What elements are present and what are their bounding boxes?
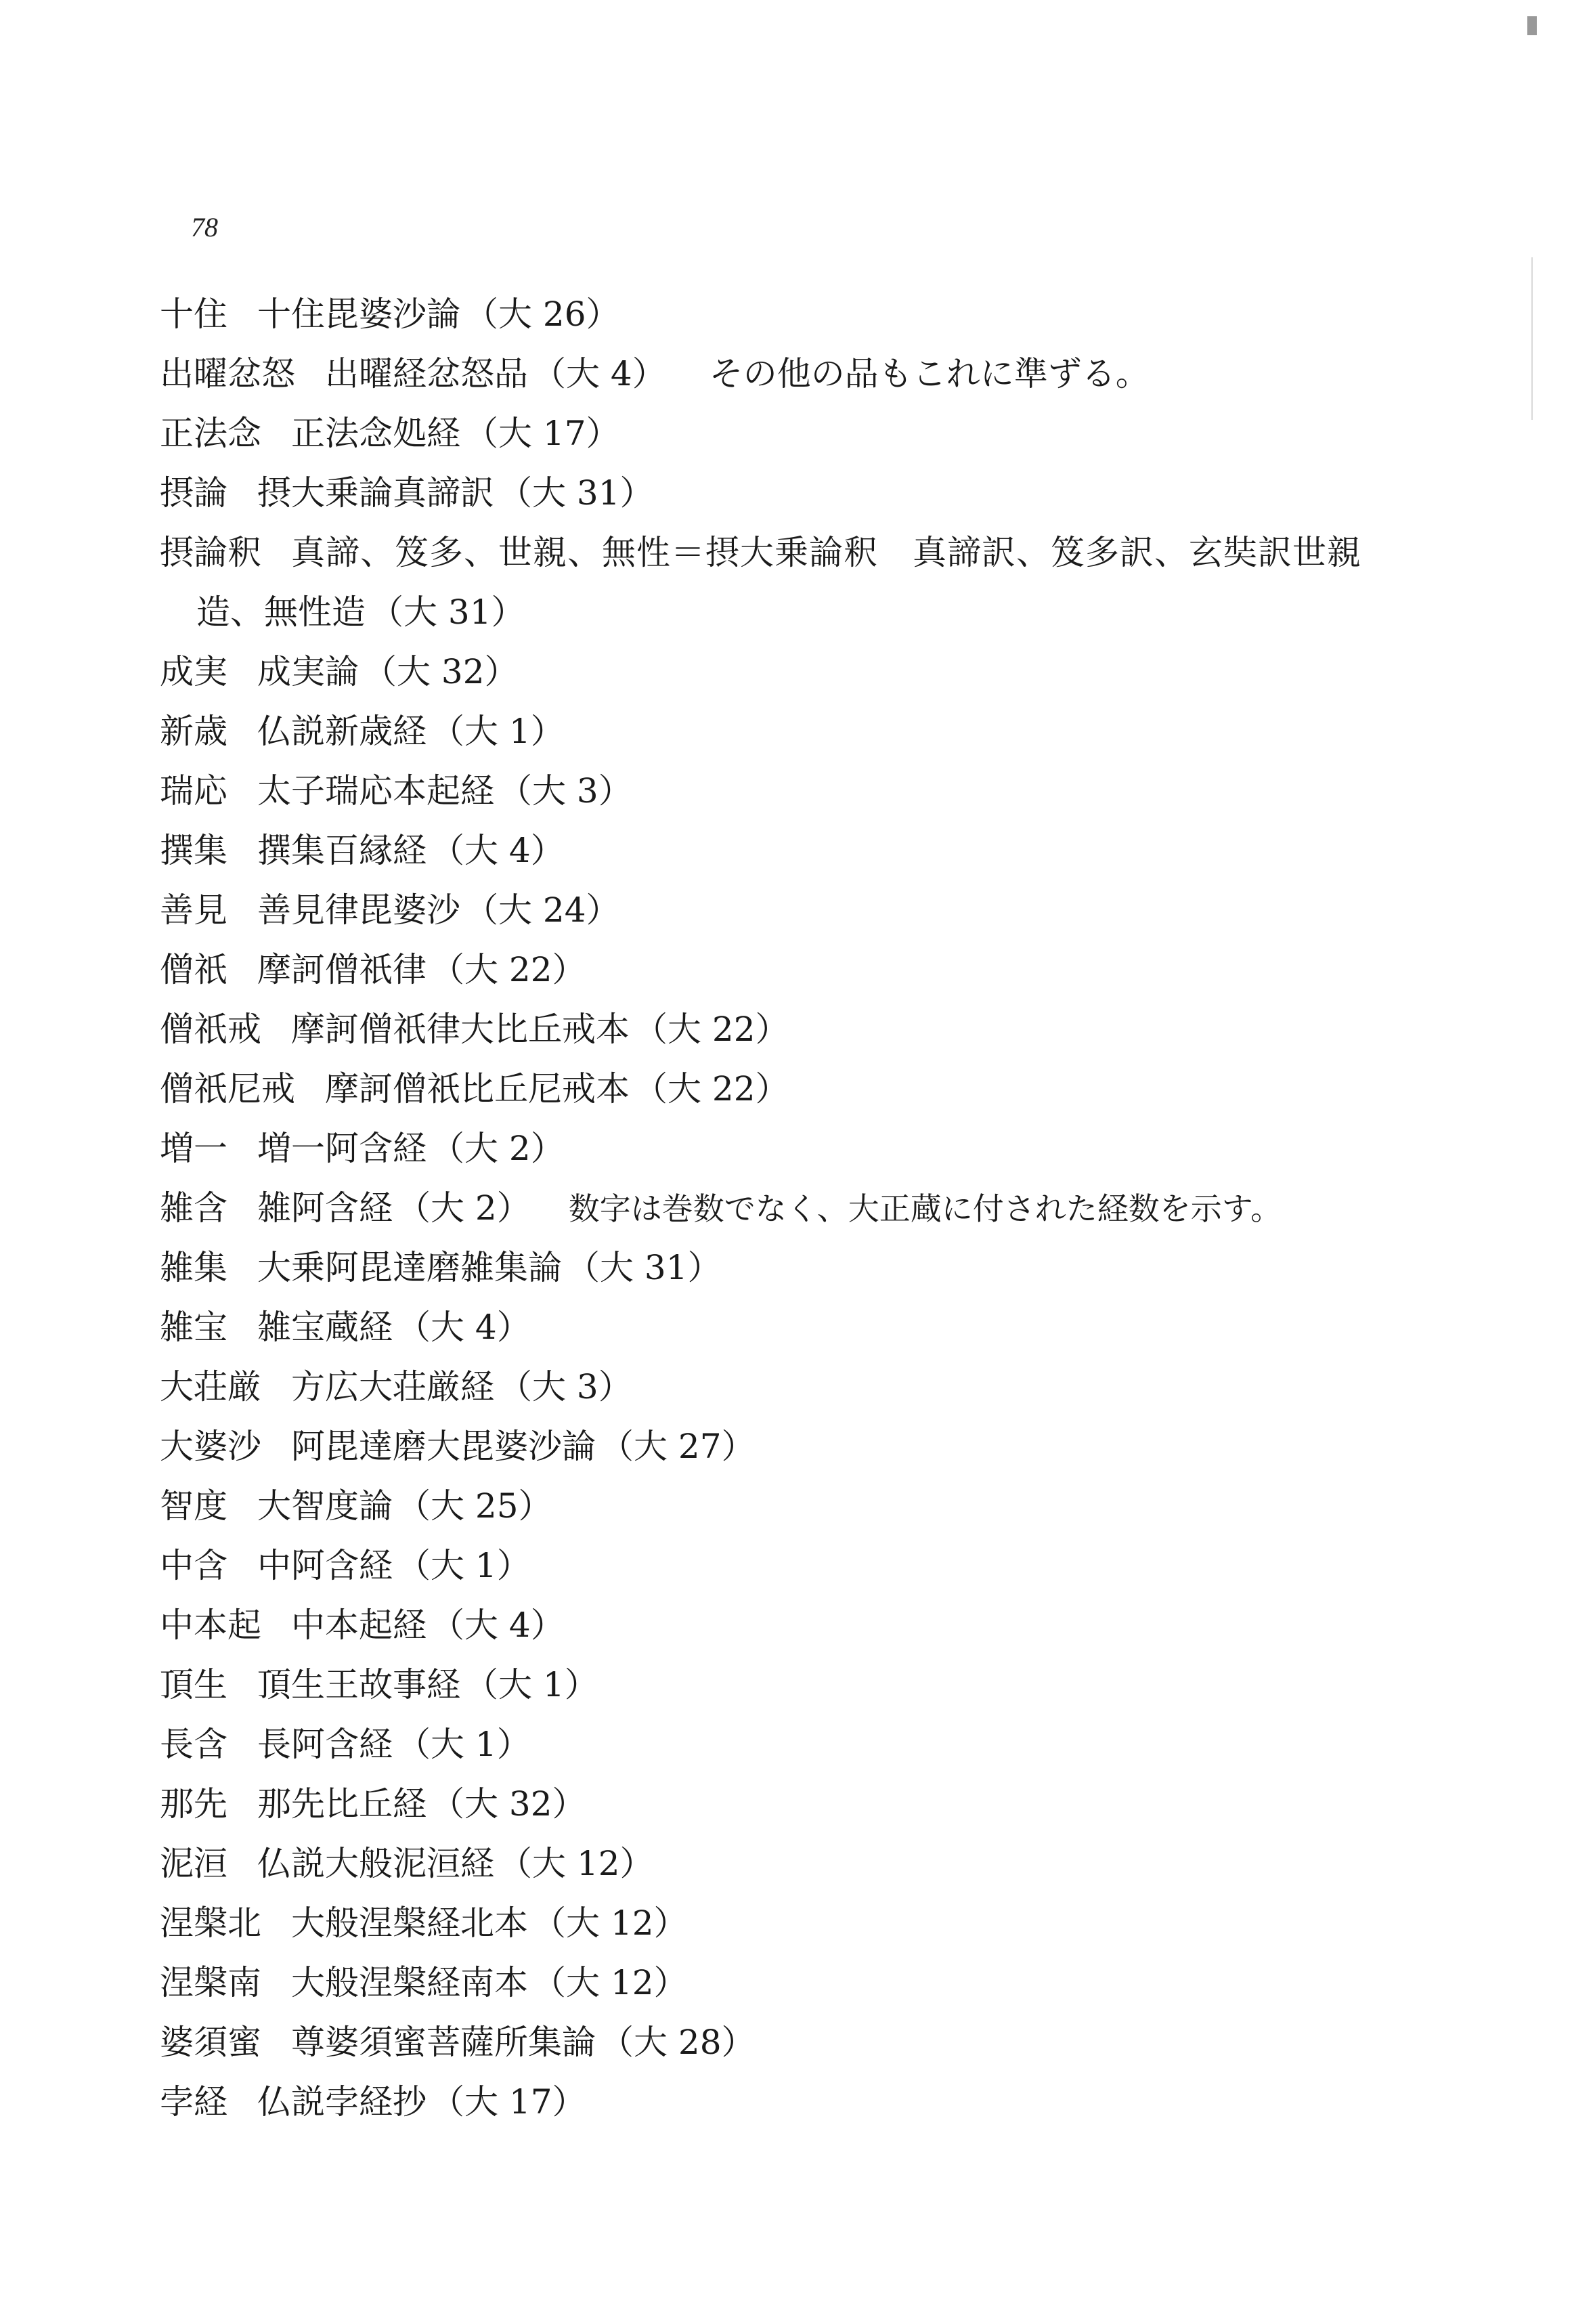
- entry-row: [160, 1119, 1419, 1178]
- entry-reference: （大 4）: [532, 354, 666, 393]
- entry-full-title: 摩訶僧祇律大比丘戒本: [291, 1010, 630, 1049]
- page-number: 78: [191, 212, 218, 242]
- entry-reference: （大 17）: [464, 414, 620, 453]
- entry-reference: （大 22）: [634, 1069, 789, 1109]
- entry-full-title: 摂大乗論真諦訳: [257, 473, 494, 513]
- entry-full-title: 長阿含経: [257, 1725, 393, 1764]
- entry-reference: （大 12）: [532, 1963, 688, 2002]
- entry-abbreviation: 雑宝: [160, 1308, 227, 1347]
- entry-abbreviation: 中含: [160, 1546, 227, 1585]
- entry-full-title: 仏説新歳経: [257, 712, 427, 751]
- entry-abbreviation: 雑含: [160, 1188, 227, 1228]
- entry-reference: （大 2）: [431, 1129, 565, 1168]
- entry-full-title: 正法念処経: [291, 414, 460, 453]
- entry-row: [160, 1297, 1419, 1357]
- entry-full-title: 太子瑞応本起経: [257, 771, 494, 811]
- entry-full-title: 阿毘達磨大毘婆沙論: [291, 1427, 596, 1466]
- entry-reference: （大 3）: [498, 771, 632, 811]
- entry-full-title: 出曜経忿怒品: [325, 354, 528, 393]
- entry-abbreviation: 瑞応: [160, 771, 227, 811]
- entry-row: [160, 344, 1419, 404]
- entry-abbreviation: 智度: [160, 1486, 227, 1526]
- entry-reference: （大 1）: [431, 712, 565, 751]
- entry-full-title: 大乗阿毘達磨雑集論: [257, 1248, 562, 1287]
- entry-abbreviation: 大荘厳: [160, 1367, 261, 1406]
- entry-full-title: 雑宝蔵経: [257, 1308, 393, 1347]
- entry-row: [160, 880, 1419, 940]
- entry-reference: （大 17）: [431, 2082, 586, 2122]
- entry-row: [160, 821, 1419, 880]
- entry-reference: （大 24）: [464, 890, 620, 930]
- entry-row: [160, 1357, 1419, 1417]
- entry-row: [160, 1893, 1419, 1953]
- entry-row: [160, 1059, 1419, 1119]
- entry-full-title: 善見律毘婆沙: [257, 890, 460, 930]
- scan-artifact-line: [1531, 257, 1533, 420]
- entry-abbreviation: 僧祇: [160, 950, 227, 989]
- entry-full-title: 成実論: [257, 652, 359, 691]
- entry-reference: （大 12）: [498, 1844, 654, 1883]
- entry-full-title: 大般涅槃経北本: [291, 1903, 528, 1943]
- entry-reference: （大 1）: [397, 1725, 531, 1764]
- entry-reference: （大 31）: [498, 473, 654, 513]
- entry-abbreviation: 大婆沙: [160, 1427, 261, 1466]
- entry-row: [160, 404, 1419, 463]
- entry-abbreviation: 摂論釈: [160, 533, 261, 572]
- entry-full-title: 真諦、笈多、世親、無性＝摂大乗論釈 真諦訳、笈多訳、玄奘訳世親: [291, 533, 1361, 572]
- entry-abbreviation: 中本起: [160, 1606, 261, 1645]
- entry-reference: （大 1）: [464, 1665, 598, 1704]
- entry-row: [160, 284, 1419, 344]
- entry-abbreviation: 新歳: [160, 712, 227, 751]
- entry-row: [160, 1476, 1419, 1536]
- entry-abbreviation: 孛経: [160, 2082, 227, 2122]
- entry-full-title: 尊婆須蜜菩薩所集論: [291, 2023, 596, 2062]
- entry-abbreviation: 善見: [160, 890, 227, 930]
- entry-reference: （大 25）: [397, 1486, 552, 1526]
- entry-abbreviation: 成実: [160, 652, 227, 691]
- entry-full-title: 増一阿含経: [257, 1129, 427, 1168]
- entry-row: [160, 1536, 1419, 1595]
- scan-artifact: [1527, 16, 1537, 35]
- entry-full-title: 中阿含経: [257, 1546, 393, 1585]
- entry-row: [160, 642, 1419, 702]
- entry-reference: （大 28）: [600, 2023, 756, 2062]
- entry-continuation-row: [160, 582, 1419, 642]
- entry-abbreviation: 増一: [160, 1129, 227, 1168]
- entry-full-title: 雑阿含経: [257, 1188, 393, 1228]
- entry-reference: （大 32）: [431, 1784, 586, 1824]
- entry-row: [160, 1655, 1419, 1715]
- entry-reference: （大 32）: [363, 652, 519, 691]
- entry-abbreviation: 十住: [160, 295, 227, 334]
- entry-row: [160, 1834, 1419, 1893]
- entry-note: その他の品もこれに準ずる。: [709, 354, 1150, 393]
- entry-abbreviation: 泥洹: [160, 1844, 227, 1883]
- entry-reference: （大 4）: [431, 831, 565, 870]
- entry-full-title: 仏説大般泥洹経: [257, 1844, 494, 1883]
- entry-reference: （大 12）: [532, 1903, 688, 1943]
- entry-full-title: 方広大荘厳経: [291, 1367, 494, 1406]
- entry-reference: （大 26）: [464, 295, 620, 334]
- entry-row: [160, 1595, 1419, 1655]
- entry-full-title: 那先比丘経: [257, 1784, 427, 1824]
- entry-reference: （大 31）: [370, 593, 525, 632]
- entry-abbreviation: 涅槃南: [160, 1963, 261, 2002]
- entry-row: [160, 999, 1419, 1059]
- entry-abbreviation: 頂生: [160, 1665, 227, 1704]
- entry-reference: （大 4）: [397, 1308, 531, 1347]
- entry-abbreviation: 雑集: [160, 1248, 227, 1287]
- entry-continuation-text: 造、無性造: [196, 593, 366, 632]
- entry-full-title: 中本起経: [291, 1606, 427, 1645]
- entry-reference: （大 22）: [431, 950, 586, 989]
- entry-reference: （大 2）: [397, 1188, 531, 1228]
- entry-abbreviation: 出曜忿怒: [160, 354, 295, 393]
- entry-row: [160, 940, 1419, 999]
- entry-abbreviation: 婆須蜜: [160, 2023, 261, 2062]
- entry-reference: （大 3）: [498, 1367, 632, 1406]
- entry-note: 数字は巻数でなく、大正蔵に付された経数を示す。: [568, 1190, 1282, 1227]
- entry-full-title: 摩訶僧祇比丘尼戒本: [325, 1069, 630, 1109]
- entry-reference: （大 1）: [397, 1546, 531, 1585]
- entry-full-title: 撰集百縁経: [257, 831, 427, 870]
- entry-row: [160, 1417, 1419, 1476]
- entry-reference: （大 27）: [600, 1427, 756, 1466]
- entry-abbreviation: 僧祇尼戒: [160, 1069, 295, 1109]
- entry-row: [160, 463, 1419, 523]
- entry-reference: （大 4）: [431, 1606, 565, 1645]
- entry-row: [160, 1715, 1419, 1774]
- entry-abbreviation: 長含: [160, 1725, 227, 1764]
- entry-row: [160, 2013, 1419, 2072]
- entry-full-title: 大般涅槃経南本: [291, 1963, 528, 2002]
- entry-abbreviation: 涅槃北: [160, 1903, 261, 1943]
- abbreviation-list: [160, 284, 1419, 2132]
- entry-row: [160, 1774, 1419, 1834]
- entry-abbreviation: 正法念: [160, 414, 261, 453]
- entry-row: [160, 523, 1419, 582]
- entry-full-title: 摩訶僧祇律: [257, 950, 427, 989]
- entry-row: [160, 761, 1419, 821]
- entry-abbreviation: 摂論: [160, 473, 227, 513]
- entry-row: [160, 1238, 1419, 1297]
- entry-full-title: 頂生王故事経: [257, 1665, 460, 1704]
- entry-abbreviation: 撰集: [160, 831, 227, 870]
- entry-row: [160, 702, 1419, 761]
- entry-abbreviation: 那先: [160, 1784, 227, 1824]
- entry-full-title: 十住毘婆沙論: [257, 295, 460, 334]
- entry-reference: （大 31）: [566, 1248, 722, 1287]
- entry-row: [160, 1953, 1419, 2013]
- entry-row: [160, 1178, 1419, 1238]
- entry-abbreviation: 僧祇戒: [160, 1010, 261, 1049]
- entry-row: [160, 2072, 1419, 2132]
- entry-reference: （大 22）: [634, 1010, 789, 1049]
- entry-full-title: 大智度論: [257, 1486, 393, 1526]
- entry-full-title: 仏説孛経抄: [257, 2082, 427, 2122]
